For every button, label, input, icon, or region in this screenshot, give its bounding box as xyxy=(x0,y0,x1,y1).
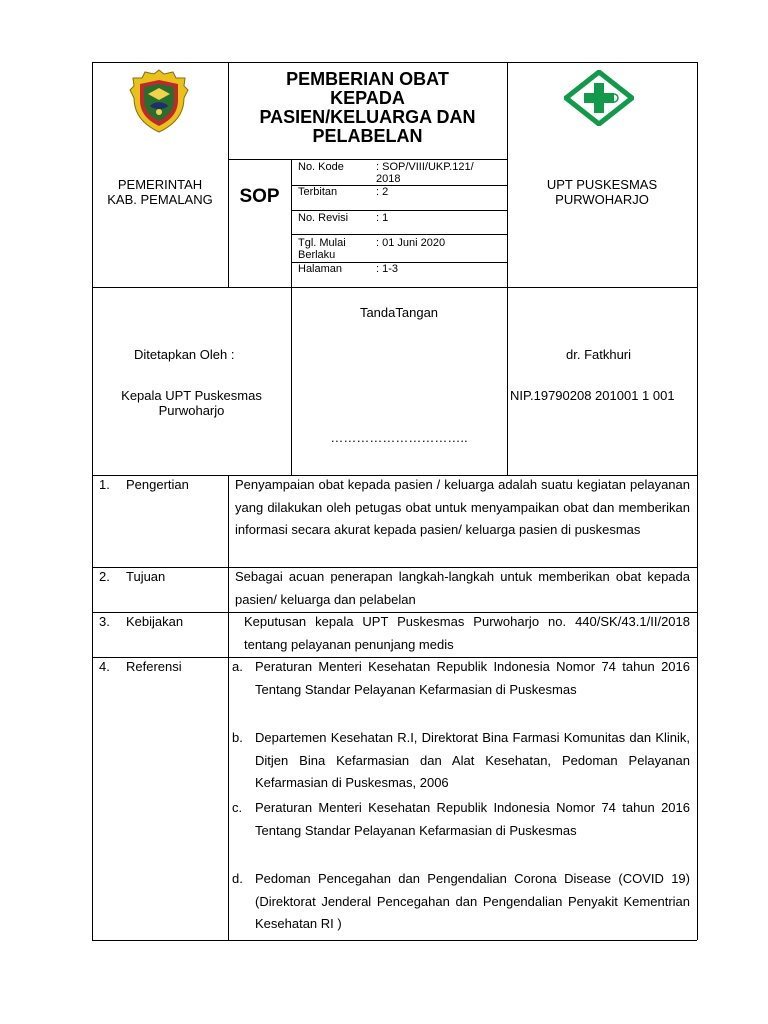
pemalang-emblem-logo xyxy=(128,68,190,134)
meta-value-tgl-mulai: : 01 Juni 2020 xyxy=(376,237,446,249)
document-title: PEMBERIAN OBAT KEPADA PASIEN/KELUARGA DAN PELABELAN xyxy=(259,69,476,146)
puskesmas-logo xyxy=(564,70,634,126)
meta-label-revisi: No. Revisi xyxy=(298,212,349,224)
ditetapkan-oleh-label: Ditetapkan Oleh : xyxy=(134,347,235,362)
reference-c-letter: c. xyxy=(232,800,243,815)
section-1-number: 1. xyxy=(99,477,110,492)
right-organization: UPT PUSKESMAS PURWOHARJO xyxy=(546,177,658,207)
meta-label-terbitan: Terbitan xyxy=(298,186,338,198)
reference-a-text: Peraturan Menteri Kesehatan Republik Indonesia Nomor 74 tahun 2016 Tentang Standar Pelayanan Kefarmasian di Puskesmas xyxy=(255,659,690,697)
signature-label: TandaTangan xyxy=(359,305,439,320)
table-border-top xyxy=(92,62,697,63)
reference-b-letter: b. xyxy=(232,730,243,745)
table-border-bottom xyxy=(92,940,697,941)
header-divider-right xyxy=(507,62,508,475)
section-2-number: 2. xyxy=(99,569,110,584)
meta-value-terbitan: : 2 xyxy=(376,186,389,198)
reference-a-letter: a. xyxy=(232,659,243,674)
meta-row-line-2 xyxy=(291,210,507,211)
meta-label-halaman: Halaman xyxy=(298,263,343,275)
title-divider xyxy=(228,159,507,160)
meta-label-kode: No. Kode xyxy=(298,161,344,173)
section-2-text: Sebagai acuan penerapan langkah-langkah untuk memberikan obat kepada pasien/ keluarga dan pelabelan xyxy=(235,569,690,607)
reference-d-text: Pedoman Pencegahan dan Pengendalian Corona Disease (COVID 19) (Direktorat Jenderal Pencegahan dan Pengendalian Penyakit Kementrian Kesehatan RI ) xyxy=(255,871,690,931)
approver-name: dr. Fatkhuri xyxy=(566,347,632,362)
left-organization: PEMERINTAH KAB. PEMALANG xyxy=(107,177,213,207)
section-3-label: Kebijakan xyxy=(126,614,184,629)
section-4-number: 4. xyxy=(99,659,110,674)
section-label-divider xyxy=(228,475,229,940)
reference-d-letter: d. xyxy=(232,871,243,886)
section-2-label: Tujuan xyxy=(126,569,166,584)
meta-value-halaman: : 1-3 xyxy=(376,263,399,275)
sop-label: SOP xyxy=(239,186,280,207)
meta-value-kode: : SOP/VIII/UKP.121/ 2018 xyxy=(376,161,474,185)
reference-c-text: Peraturan Menteri Kesehatan Republik Indonesia Nomor 74 tahun 2016 Tentang Standar Pelayanan Kefarmasian di Puskesmas xyxy=(255,800,690,838)
section-1-label: Pengertian xyxy=(126,477,189,492)
approver-nip: NIP.19790208 201001 1 001 xyxy=(510,388,675,403)
signature-line: ………………………….. xyxy=(330,430,468,445)
reference-b-text: Departemen Kesehatan R.I, Direktorat Bina Farmasi Komunitas dan Klinik, Ditjen Bina Kefarmasian dan Alat Kesehatan, Pedoman Pelayanan Kefarmasian di Puskesmas, 2006 xyxy=(255,730,690,790)
section-1-text: Penyampaian obat kepada pasien / keluarga adalah suatu kegiatan pelayanan yang dilakukan oleh petugas obat untuk menyampaikan obat dan memberikan informasi secara akurat kepada pasien/ keluarga pasien di puskesmas xyxy=(235,477,690,537)
section-3-number: 3. xyxy=(99,614,110,629)
meta-label-tgl-mulai: Tgl. Mulai Berlaku xyxy=(298,237,346,261)
meta-row-line-3 xyxy=(291,234,507,235)
approver-position: Kepala UPT Puskesmas Purwoharjo xyxy=(121,388,262,418)
table-border-right xyxy=(697,62,698,940)
header-bottom-line xyxy=(92,287,697,288)
section-3-text: Keputusan kepala UPT Puskesmas Purwoharjo no. 440/SK/43.1/II/2018 tentang pelayanan penunjang medis xyxy=(244,614,690,652)
meta-value-revisi: : 1 xyxy=(376,212,389,224)
section-4-label: Referensi xyxy=(126,659,182,674)
